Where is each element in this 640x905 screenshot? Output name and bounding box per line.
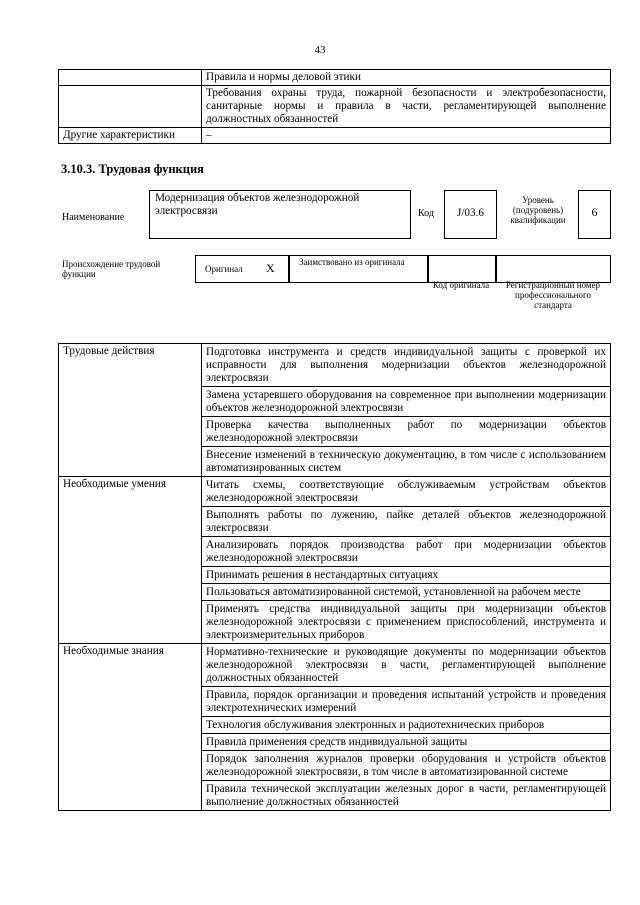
knowledge-label: Необходимые знания [59,644,202,687]
table-row [59,477,611,507]
borrowed-box [288,255,429,283]
top-table-empty-cell [59,70,202,86]
original-mark: X [266,261,275,275]
code-label: Код [418,208,434,219]
code-original-label: Код оригинала [432,280,490,290]
code-box [444,190,497,239]
list-item: Нормативно-технические и руководящие документы по модернизации объектов железнодорожной электросвязи в части, регламентирующей выполнение должностных обязанностей [202,644,611,687]
table-row [59,601,611,644]
table-row [59,537,611,567]
level-label: Уровень (подуровень) квалификации [510,195,566,225]
skills-label: Необходимые умения [59,477,202,507]
table-row [59,584,611,601]
table-row [59,781,611,811]
table-row [59,717,611,734]
code-original-box [427,255,497,283]
section-title: 3.10.3. Трудовая функция [61,162,204,176]
table-row [59,417,611,447]
list-item: Правила, порядок организации и проведения испытаний устройств и проведения электротехнических измерений [202,687,611,717]
labor-actions-label: Трудовые действия [59,344,202,387]
list-item: Пользоваться автоматизированной системой, установленной на рабочем месте [202,584,611,601]
list-item: Замена устаревшего оборудования на современное при выполнении модернизации объектов железнодорожной электросвязи [202,387,611,417]
list-item: Применять средства индивидуальной защиты при модернизации объектов железнодорожной электросвязи с применением приспособлений, инструмента и электроизмерительных приборов [202,601,611,644]
name-box [149,190,411,239]
table-row [59,644,611,687]
table-row [59,687,611,717]
list-item: Порядок заполнения журналов проверки оборудования и устройств объектов железнодорожной электросвязи, в том числе в автоматизированной системе [202,751,611,781]
table-row [59,344,611,387]
safety-requirements-cell: Требования охраны труда, пожарной безопасности и электробезопасности, санитарные нормы и правила в части, регламентирующей выполнение должностных обязанностей [202,86,611,128]
list-item: Правила применения средств индивидуальной защиты [202,734,611,751]
reg-number-box [495,255,611,283]
list-item: Правила технической эксплуатации железных дорог в части, регламентирующей выполнение должностных обязанностей [202,781,611,811]
list-item: Проверка качества выполненных работ по модернизации объектов железнодорожной электросвязи [202,417,611,447]
other-characteristics-value: – [202,128,611,144]
table-row [59,567,611,584]
top-table-empty-cell [59,86,202,128]
list-item: Выполнять работы по лужению, пайке деталей объектов железнодорожной электросвязи [202,507,611,537]
table-row [59,387,611,417]
list-item: Внесение изменений в техническую документацию, в том числе с использованием автоматизированных систем [202,447,611,477]
name-value: Модернизация объектов железнодорожной электросвязи [155,192,360,217]
name-label: Наименование [62,212,125,223]
reg-number-label: Регистрационный номер профессионального стандарта [505,280,601,310]
table-row [59,507,611,537]
main-table [58,343,611,811]
original-label: Оригинал [205,264,243,274]
page-number: 43 [314,44,326,56]
borrowed-label: Заимствовано из оригинала [299,257,405,267]
code-value: J/03.6 [456,207,485,219]
original-box [195,255,290,283]
list-item: Читать схемы, соответствующие обслуживаемым устройствам объектов железнодорожной электросвязи [202,477,611,507]
table-row [59,447,611,477]
table-row [59,734,611,751]
list-item: Принимать решения в нестандартных ситуациях [202,567,611,584]
other-characteristics-label: Другие характеристики [59,128,202,144]
origin-label: Происхождение трудовой функции [62,259,161,279]
ethics-rules-cell: Правила и нормы деловой этики [202,70,611,86]
top-table [58,69,611,144]
level-value: 6 [591,205,598,219]
list-item: Технология обслуживания электронных и радиотехнических приборов [202,717,611,734]
list-item: Подготовка инструмента и средств индивидуальной защиты с проверкой их исправности для выполнения модернизации объектов железнодорожной электросвязи [202,344,611,387]
list-item: Анализировать порядок производства работ при модернизации объектов железнодорожной электросвязи [202,537,611,567]
level-box [578,190,611,239]
table-row [59,751,611,781]
